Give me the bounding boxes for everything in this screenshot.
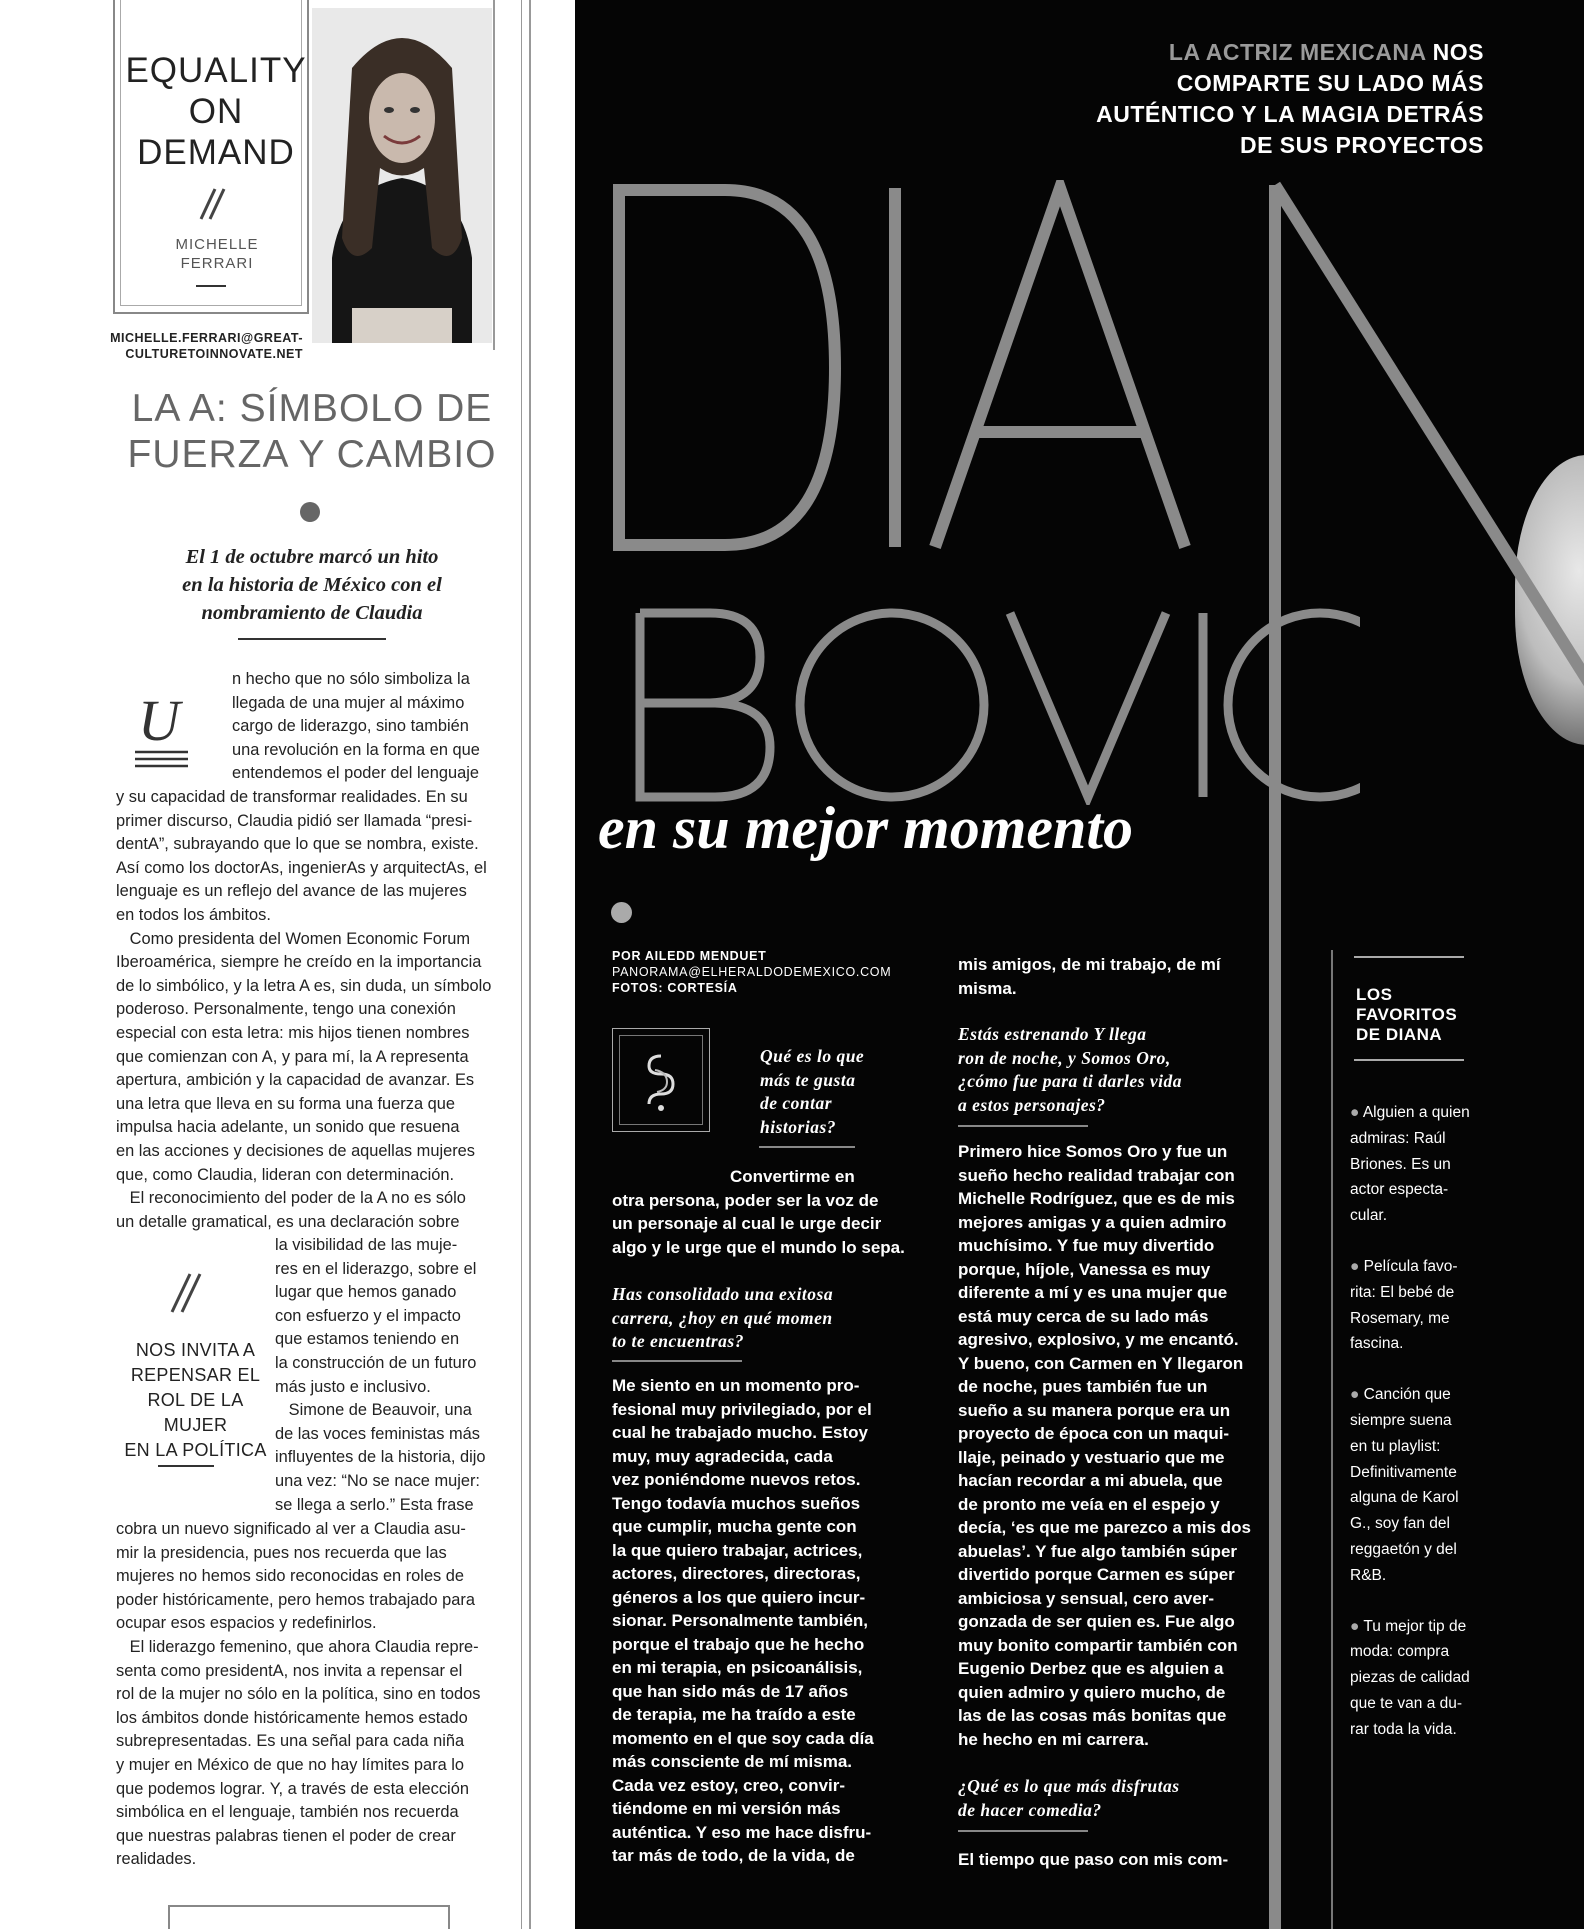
column-body-part-d — [116, 1518, 494, 1872]
answer-line: porque el trabajo que he hecho — [612, 1634, 865, 1654]
answer-line: tiéndome en mi versión más — [612, 1799, 841, 1818]
body-line: lugar que hemos ganado — [275, 1283, 457, 1302]
body-line: con esfuerzo y el impacto — [275, 1306, 461, 1325]
column-author-line: MICHELLE — [175, 236, 259, 253]
double-slash-icon — [195, 185, 229, 221]
pull-quote-line: ROL DE LA MUJER — [147, 1390, 244, 1435]
dropcap — [130, 690, 190, 770]
answer-line: agresivo, explosivo, y me encantó. — [958, 1330, 1239, 1349]
answer-line: Tengo todavía muchos sueños — [612, 1493, 861, 1513]
body-line: dentA”, subrayando que lo que se nombra, existe. — [116, 835, 479, 854]
divider-line — [493, 0, 495, 350]
answer-line: ambiciosa y sensual, cero aver- — [958, 1588, 1215, 1608]
question-rule — [759, 1146, 855, 1148]
decorative-dot — [300, 502, 320, 522]
author-photo — [312, 8, 492, 343]
body-line: Como presidenta del Women Economic Forum — [116, 929, 471, 948]
body-line: Simone de Beauvoir, una — [275, 1401, 472, 1420]
body-line: que comienzan con A, y para mí, la A representa — [116, 1047, 469, 1066]
subhead-rule — [238, 638, 386, 640]
favorite-line: Briones. Es un — [1350, 1155, 1451, 1173]
question-line: Has consolidado una exitosa — [612, 1284, 834, 1304]
answer-line: hacían recordar a mi abuela, que — [958, 1471, 1223, 1490]
answer-line: llaje, peinado y vestuario que me — [958, 1447, 1225, 1467]
column-author — [122, 235, 312, 273]
favorite-line: ● Canción que — [1350, 1386, 1451, 1404]
decorative-dot — [611, 902, 632, 923]
sidebar-divider — [1331, 950, 1333, 1929]
byline-email: PANORAMA@ELHERALDODEMEXICO.COM — [612, 965, 892, 979]
answer-line: proyecto de época con un maqui- — [958, 1424, 1230, 1443]
body-line: la construcción de un futuro — [275, 1353, 477, 1372]
answer-line: Michelle Rodríguez, que es de mis — [958, 1189, 1235, 1208]
body-line: realidades. — [116, 1850, 197, 1869]
pull-quote-line: NOS INVITA A — [135, 1340, 256, 1360]
favorite-line: admiras: Raúl — [1350, 1129, 1446, 1147]
body-line: mujeres no hemos sido reconocidas en roles de — [116, 1567, 465, 1586]
body-line: Así como los doctorAs, ingenierAs y arquitectAs, el — [116, 858, 487, 877]
intro-line: AUTÉNTICO Y LA MAGIA DETRÁS — [1096, 101, 1484, 127]
favorite-line: en tu playlist: — [1350, 1437, 1441, 1455]
answer-line: auténtica. Y eso me hace disfru- — [612, 1822, 872, 1842]
bottom-frame — [168, 1905, 450, 1929]
favorite-line: cular. — [1350, 1207, 1388, 1225]
answer-line: muy bonito compartir también con — [958, 1635, 1238, 1655]
email-line: MICHELLE.FERRARI@GREAT- — [110, 331, 303, 345]
bullet-icon: ● — [1350, 1386, 1364, 1404]
question-rule — [958, 1125, 1088, 1127]
favorites-rule — [1354, 1059, 1464, 1061]
subhead-line: en la historia de México con el — [182, 574, 442, 596]
answer-4 — [958, 1848, 1258, 1872]
favorite-line: ● Película favo- — [1350, 1257, 1458, 1275]
favorite-line: rar toda la vida. — [1350, 1720, 1457, 1738]
favorite-line: G., soy fan del — [1350, 1515, 1450, 1533]
body-line: poder históricamente, pero hemos trabajado para — [116, 1590, 475, 1609]
divider-line — [529, 0, 531, 1929]
answer-line: he hecho en mi carrera. — [958, 1729, 1149, 1749]
pull-quote-rule — [158, 1465, 214, 1467]
question-line: Estás estrenando Y llega — [958, 1024, 1147, 1044]
favorite-line: fascina. — [1350, 1335, 1404, 1353]
column-title-line: ON — [188, 92, 244, 131]
body-line: cargo de liderazgo, sino también — [232, 717, 469, 736]
question-line: ron de noche, y Somos Oro, — [958, 1047, 1171, 1068]
favorite-line: Rosemary, me — [1350, 1309, 1450, 1327]
question-3 — [958, 1023, 1258, 1117]
subhead-line: nombramiento de Claudia — [201, 602, 423, 624]
column-title — [122, 50, 310, 173]
question-2 — [612, 1283, 902, 1354]
body-line: que podemos lograr. Y, a través de esta elección — [116, 1779, 469, 1798]
column-author-email — [108, 330, 303, 362]
question-line: historias? — [760, 1116, 836, 1137]
favorite-line: ● Tu mejor tip de — [1350, 1617, 1467, 1635]
answer-line: fesional muy privilegiado, por el — [612, 1399, 872, 1419]
question-line: to te encuentras? — [612, 1331, 744, 1351]
favorite-line: que te van a du- — [1350, 1694, 1463, 1712]
bullet-icon: ● — [1350, 1257, 1364, 1275]
headline-line: LA A: SÍMBOLO DE — [131, 387, 493, 430]
double-slash-icon — [166, 1270, 206, 1314]
answer-line: sueño hecho realidad trabajar con — [958, 1165, 1235, 1185]
answer-line: momento en el que soy cada día — [612, 1728, 874, 1748]
answer-1-continued — [958, 953, 1258, 1000]
column-title-line: DEMAND — [137, 133, 295, 172]
body-line: llegada de una mujer al máximo — [232, 693, 465, 712]
answer-line: que cumplir, mucha gente con — [612, 1517, 857, 1536]
favorite-line: rita: El bebé de — [1350, 1283, 1455, 1301]
answer-line: Y bueno, con Carmen en Y llegaron — [958, 1353, 1244, 1373]
favorite-line: ● Alguien a quien — [1350, 1104, 1470, 1121]
feature-credits — [612, 948, 912, 996]
answer-line: diferente a mí y es una mujer que — [958, 1283, 1228, 1302]
body-line: poderoso. Personalmente, tengo una conexión — [116, 1000, 456, 1019]
body-line: una letra que lleva en su forma una fuerza que — [116, 1094, 455, 1113]
answer-line: está muy cerca de su lado más — [958, 1306, 1209, 1326]
answer-line: sueño a su manera porque era un — [958, 1400, 1231, 1420]
body-line: los ámbitos donde históricamente hemos estado — [116, 1708, 468, 1727]
answer-line: misma. — [958, 978, 1017, 998]
answer-line: mis amigos, de mi trabajo, de mí — [958, 955, 1221, 974]
opinion-column — [0, 0, 575, 1929]
column-body-part-a — [232, 668, 494, 786]
body-line: en todos los ámbitos. — [116, 905, 271, 924]
favorite-line: Definitivamente — [1350, 1463, 1457, 1481]
headline-line: FUERZA Y CAMBIO — [127, 433, 497, 476]
answer-line: Me siento en un momento pro- — [612, 1376, 860, 1395]
column-author-line: FERRARI — [180, 255, 254, 272]
intro-line: DE SUS PROYECTOS — [1239, 132, 1484, 158]
body-line: y su capacidad de transformar realidades. En su — [116, 788, 468, 806]
dropcap-letter: U — [138, 690, 180, 753]
body-line: ocupar esos espacios y redefinirlos. — [116, 1614, 377, 1633]
favorite-line: siempre suena — [1350, 1411, 1452, 1429]
question-rule — [958, 1830, 1088, 1832]
question-line: de hacer comedia? — [958, 1799, 1102, 1820]
answer-line: de noche, pues también fue un — [958, 1377, 1208, 1396]
answer-line: de pronto me veía en el espejo y — [958, 1494, 1220, 1514]
body-line: Iberoamérica, siempre he creído en la importancia — [116, 953, 482, 972]
favorite-line: R&B. — [1350, 1566, 1387, 1584]
divider-line — [521, 0, 522, 1929]
intro-line: COMPARTE SU LADO MÁS — [1176, 70, 1484, 96]
byline: POR AILEDD MENDUET — [612, 949, 767, 963]
body-line: de lo simbólico, y la letra A es, sin duda, un símbolo — [116, 976, 492, 995]
feature-tagline: en su mejor momento — [598, 795, 1134, 861]
title-first-name — [605, 180, 1195, 560]
question-line: carrera, ¿hoy en qué momen — [612, 1307, 833, 1328]
answer-line: un personaje al cual le urge decir — [612, 1214, 882, 1233]
body-line: especial con esta letra: mis hijos tienen nombres — [116, 1023, 470, 1042]
email-line: CULTURETOINNOVATE.NET — [125, 347, 303, 361]
question-rule — [612, 1360, 742, 1362]
body-line: que nuestras palabras tienen el poder de crear — [116, 1826, 456, 1845]
question-line: ¿Qué es lo que más disfrutas — [958, 1776, 1180, 1796]
favorites-list — [1350, 1100, 1470, 1768]
feature-intro — [984, 37, 1484, 161]
column-pull-quote — [118, 1338, 273, 1463]
answer-line: mejores amigas y a quien admiro — [958, 1212, 1227, 1232]
column-title-line: EQUALITY — [125, 51, 307, 90]
feature-article — [575, 0, 1584, 1929]
question-line: Qué es lo que — [760, 1046, 865, 1066]
body-line: un detalle gramatical, es una declaración sobre — [116, 1212, 460, 1231]
answer-line: actores, directores, directoras, — [612, 1564, 861, 1583]
body-line: la visibilidad de las muje- — [275, 1236, 458, 1254]
favorites-title-line: LOS — [1356, 985, 1393, 1004]
answer-line: porque, híjole, Vanessa es muy — [958, 1259, 1211, 1279]
intro-first-rest: NOS — [1425, 39, 1484, 65]
body-line: lenguaje es un reflejo del avance de las mujeres — [116, 882, 467, 901]
body-line: senta como presidentA, nos invita a repensar el — [116, 1661, 463, 1680]
answer-line: El tiempo que paso con mis com- — [958, 1850, 1229, 1869]
answer-line: la que quiero trabajar, actrices, — [612, 1540, 863, 1560]
answer-line: más consciente de mí misma. — [612, 1752, 852, 1771]
answer-line: muchísimo. Y fue muy divertido — [958, 1236, 1215, 1255]
intro-line — [984, 37, 1484, 68]
favorite-line: moda: compra — [1350, 1643, 1450, 1661]
question-line: ¿cómo fue para ti darles vida — [958, 1071, 1182, 1091]
author-rule — [196, 285, 226, 287]
body-line: y mujer en México de que no hay límites para lo — [116, 1755, 465, 1774]
body-line: más justo e inclusivo. — [275, 1377, 431, 1396]
body-line: influyentes de la historia, dijo — [275, 1448, 486, 1467]
answer-line: abuelas’. Y fue algo también súper — [958, 1541, 1238, 1561]
favorites-title-line: FAVORITOS — [1356, 1005, 1458, 1024]
body-line: apertura, ambición y la capacidad de avanzar. Es — [116, 1071, 475, 1090]
answer-line: otra persona, poder ser la voz de — [612, 1190, 879, 1210]
answer-line: Cada vez estoy, creo, convir- — [612, 1775, 846, 1795]
answer-line: algo y le urge que el mundo lo sepa. — [612, 1237, 905, 1257]
answer-line: muy, muy agradecida, cada — [612, 1446, 833, 1466]
body-line: que estamos teniendo en — [275, 1330, 460, 1349]
title-last-name — [630, 605, 1360, 805]
answer-line: Convertirme en — [730, 1167, 855, 1186]
favorite-line: piezas de calidad — [1350, 1669, 1470, 1687]
body-line: en las acciones y decisiones de aquellas mujeres — [116, 1141, 475, 1160]
answer-line: Primero hice Somos Oro y fue un — [958, 1142, 1228, 1161]
answer-line: divertido porque Carmen es súper — [958, 1565, 1235, 1584]
answer-line: quien admiro y quiero mucho, de — [958, 1682, 1226, 1702]
body-line: n hecho que no sólo simboliza la — [232, 670, 470, 688]
answer-3 — [958, 1140, 1258, 1751]
question-line: más te gusta — [760, 1069, 856, 1090]
favorite-line: reggaetón y del — [1350, 1540, 1457, 1558]
body-line: mir la presidencia, pues nos recuerda que las — [116, 1543, 447, 1562]
question-4 — [958, 1775, 1258, 1822]
answer-line: decía, ‘es que me parezco a mis dos — [958, 1518, 1251, 1537]
column-subhead — [132, 543, 492, 627]
body-line: subrepresentadas. Es una señal para cada niña — [116, 1732, 465, 1751]
answer-line: vez poniéndome nuevos retos. — [612, 1470, 861, 1489]
question-1 — [760, 1045, 900, 1139]
column-body-part-c — [275, 1234, 495, 1517]
body-line: primer discurso, Claudia pidió ser llamada “presi- — [116, 811, 473, 830]
body-line: una revolución en la forma en que — [232, 740, 480, 759]
bullet-icon: ● — [1350, 1104, 1363, 1121]
answer-line: sionar. Personalmente también, — [612, 1611, 869, 1630]
bullet-icon: ● — [1350, 1617, 1364, 1635]
pull-quote-line: EN LA POLÍTICA — [124, 1440, 267, 1460]
photo-credit: FOTOS: CORTESÍA — [612, 981, 738, 995]
favorite-item — [1350, 1614, 1470, 1743]
body-line: res en el liderazgo, sobre el — [275, 1259, 477, 1278]
answer-line: cual he trabajado mucho. Estoy — [612, 1423, 869, 1442]
answer-line: que han sido más de 17 años — [612, 1681, 849, 1701]
body-line: El reconocimiento del poder de la A no es sólo — [116, 1189, 466, 1208]
favorite-item — [1350, 1100, 1470, 1229]
answer-line: tar más de todo, de la vida, de — [612, 1846, 855, 1865]
favorite-item — [1350, 1382, 1470, 1588]
body-line: cobra un nuevo significado al ver a Claudia asu- — [116, 1520, 466, 1538]
pull-quote-line: REPENSAR EL — [130, 1365, 261, 1385]
body-line: que, como Claudia, lideran con determinación. — [116, 1165, 455, 1184]
body-line: de las voces feministas más — [275, 1424, 480, 1443]
favorite-line: actor especta- — [1350, 1181, 1449, 1199]
question-line: a estos personajes? — [958, 1094, 1106, 1115]
column-headline — [112, 386, 512, 478]
answer-line: en mi terapia, en psicoanálisis, — [612, 1658, 863, 1677]
body-line: se llega a serlo.” Esta frase — [275, 1495, 474, 1514]
answer-line: gonzada de ser quien es. Fue algo — [958, 1612, 1235, 1631]
answer-line: Eugenio Derbez que es alguien a — [958, 1659, 1224, 1678]
body-line: simbólica en el lenguaje, también nos recuerda — [116, 1803, 459, 1822]
answer-line: de terapia, me ha traído a este — [612, 1705, 856, 1724]
ornament-icon — [637, 1050, 685, 1114]
favorite-item — [1350, 1254, 1470, 1357]
body-line: rol de la mujer no sólo en la política, sino en todos — [116, 1685, 481, 1704]
body-line: entendemos el poder del lenguaje — [232, 764, 479, 783]
answer-1 — [612, 1165, 905, 1259]
answer-line: las de las cosas más bonitas que — [958, 1706, 1227, 1725]
intro-highlight: LA ACTRIZ MEXICANA — [1168, 39, 1426, 65]
answer-2 — [612, 1374, 902, 1868]
body-line: impulsa hacia adelante, un sonido que resuena — [116, 1118, 460, 1137]
favorites-title-line: DE DIANA — [1356, 1025, 1443, 1044]
favorites-title — [1356, 985, 1496, 1045]
answer-line: géneros a los que quiero incur- — [612, 1587, 866, 1607]
subhead-line: El 1 de octubre marcó un hito — [185, 546, 439, 568]
body-line: una vez: “No se nace mujer: — [275, 1471, 480, 1490]
favorites-rule — [1354, 956, 1464, 958]
question-line: de contar — [760, 1093, 833, 1113]
column-body-part-b — [116, 786, 494, 1234]
body-line: El liderazgo femenino, que ahora Claudia repre- — [116, 1637, 479, 1656]
favorite-line: alguna de Karol — [1350, 1489, 1459, 1507]
